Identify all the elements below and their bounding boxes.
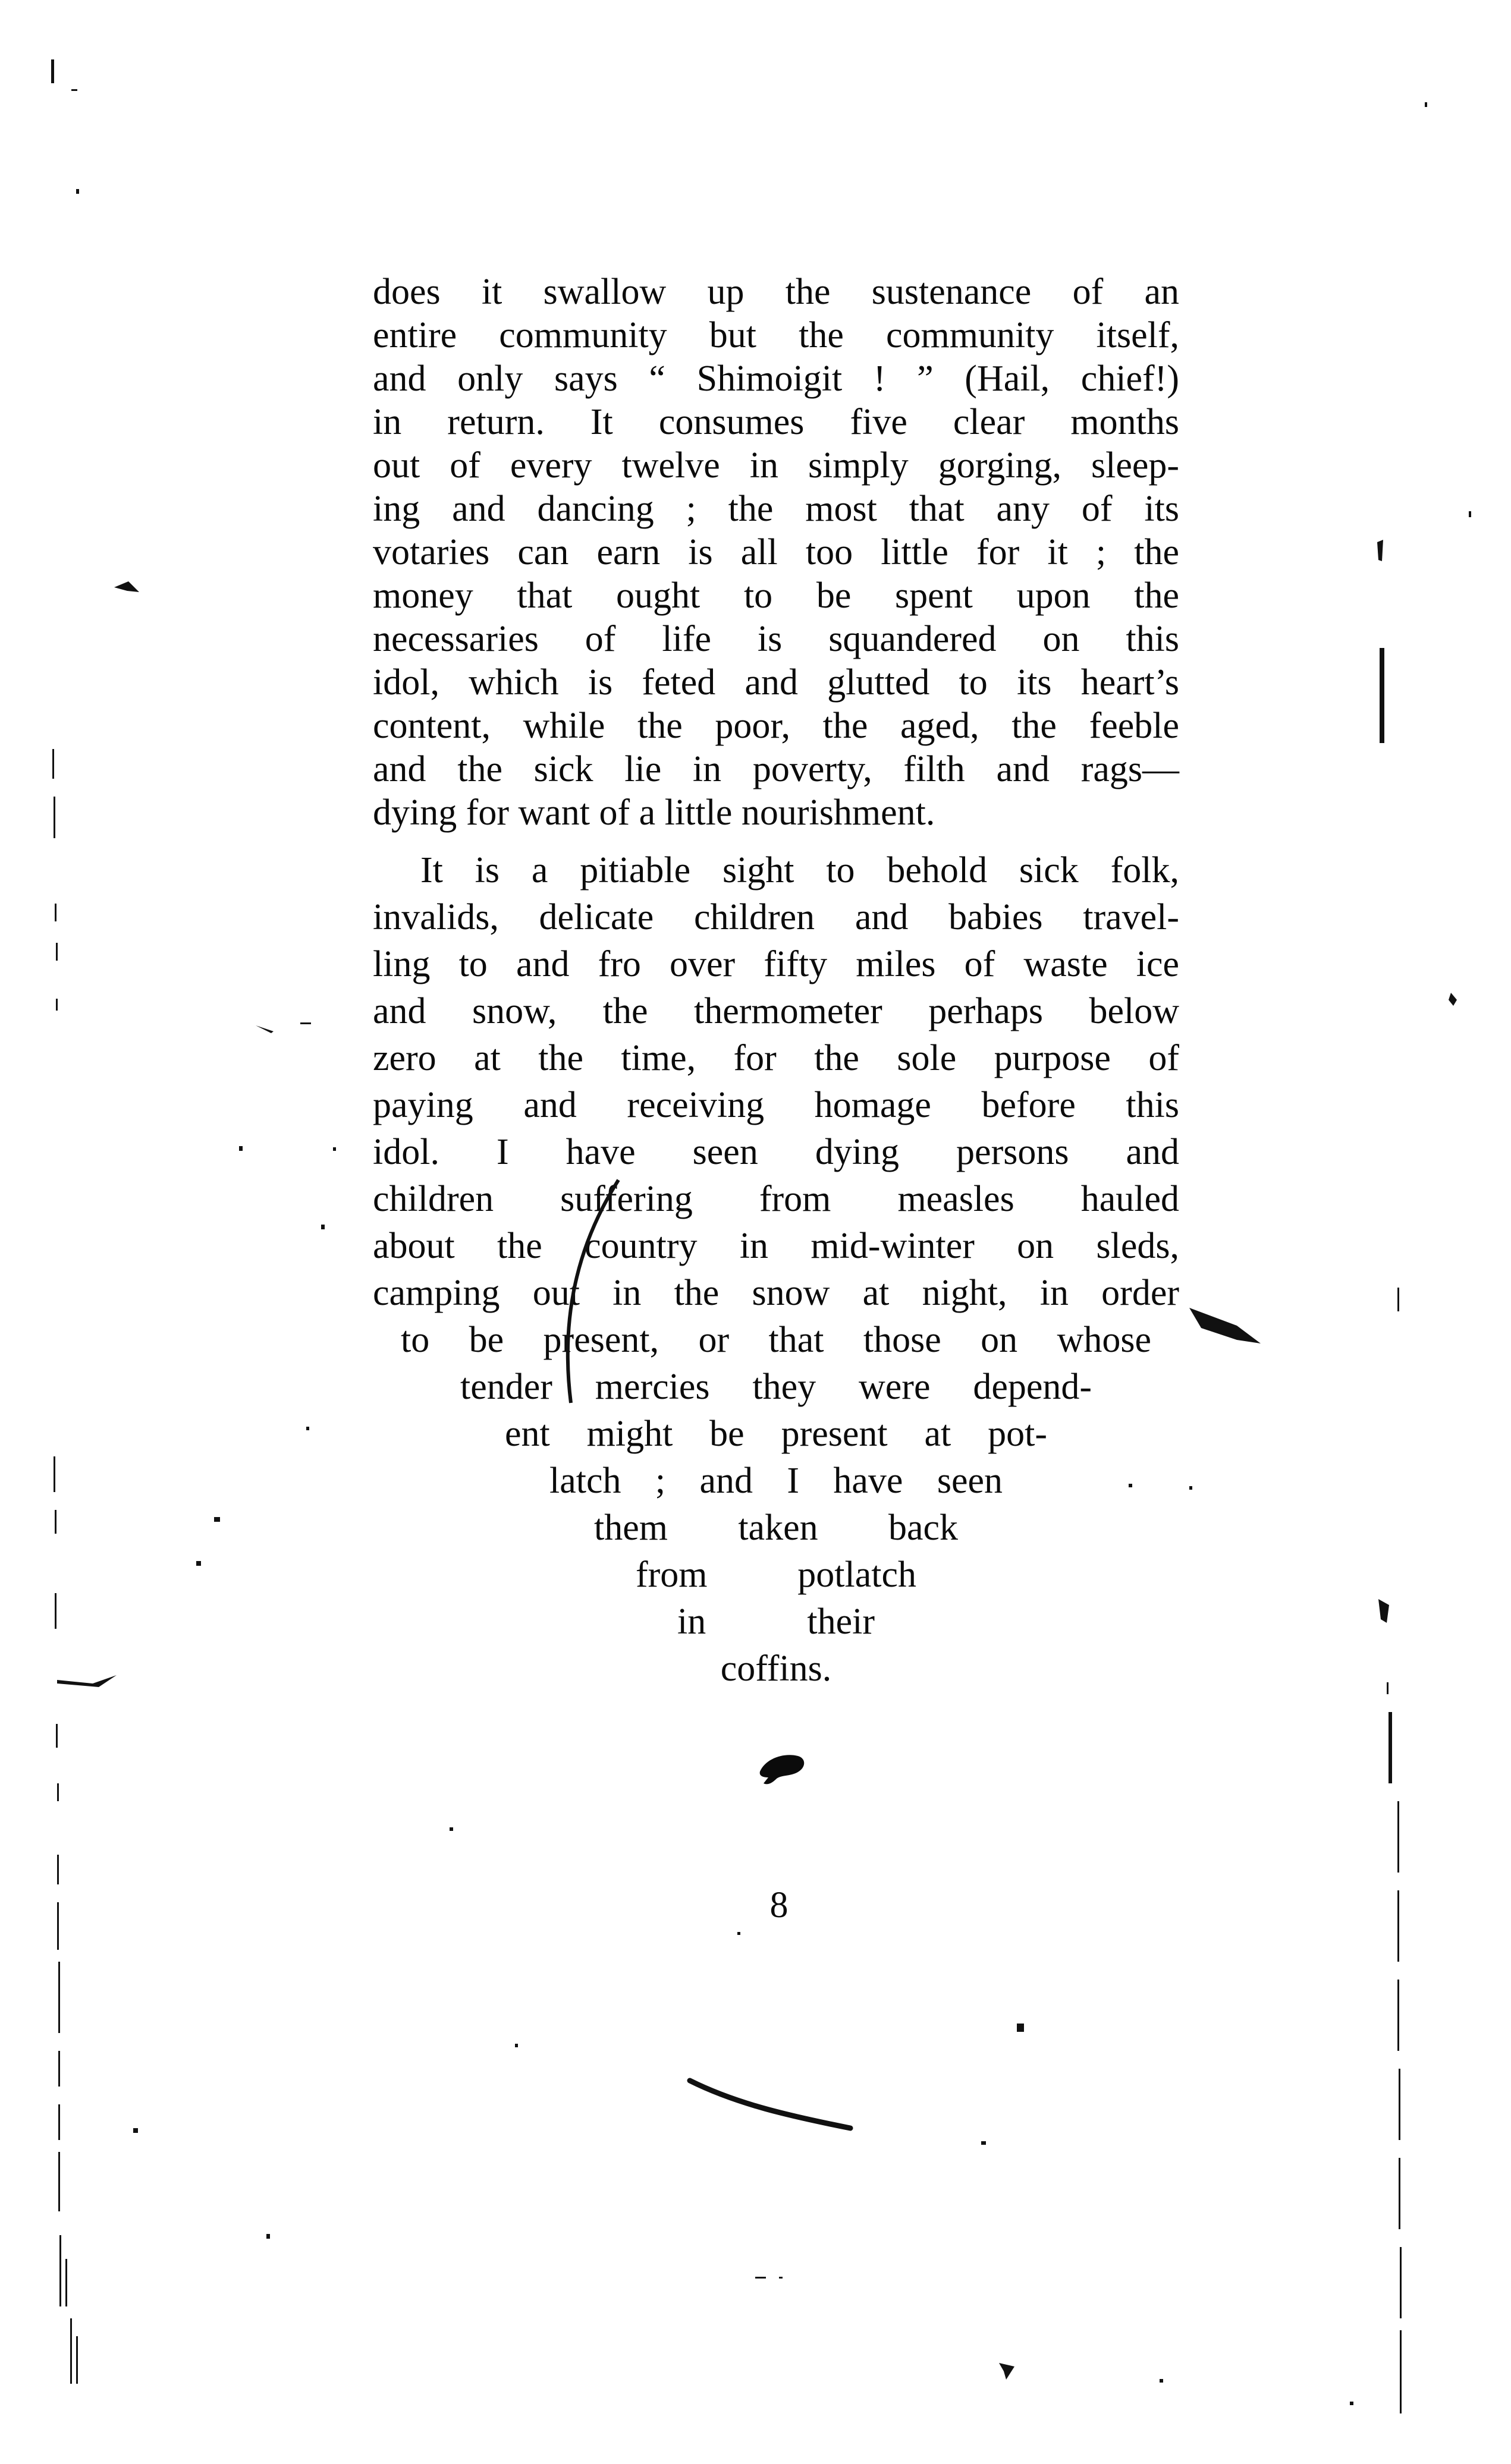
text-line-tapered: to be present, or that those on whose — [401, 1320, 1151, 1360]
text-line: children suffering from measles hauled — [373, 1179, 1179, 1219]
text-line: necessaries of life is squandered on this — [373, 619, 1179, 659]
text-line-tapered: tender mercies they were depend- — [460, 1367, 1092, 1407]
text-line: invalids, delicate children and babies travel- — [373, 897, 1179, 937]
text-line: and the sick lie in poverty, filth and rags— — [373, 749, 1179, 789]
text-line-tapered: from potlatch — [636, 1554, 916, 1595]
text-line: and only says “ Shimoigit ! ” (Hail, chief!) — [373, 358, 1179, 399]
text-line: money that ought to be spent upon the — [373, 575, 1179, 616]
paragraph-continued — [373, 270, 1179, 835]
text-line: ing and dancing ; the most that any of its — [373, 489, 1179, 529]
text-line: ling to and fro over fifty miles of waste ice — [373, 944, 1179, 984]
text-line: content, while the poor, the aged, the feeble — [373, 706, 1179, 746]
text-line: entire community but the community itself, — [373, 315, 1179, 355]
text-line-tapered: in their — [677, 1601, 875, 1642]
text-line: dying for want of a little nourishment. — [373, 792, 935, 833]
text-line: zero at the time, for the sole purpose of — [373, 1038, 1179, 1078]
leaf-ornament-icon — [755, 1748, 809, 1789]
text-line: out of every twelve in simply gorging, sleep- — [373, 445, 1179, 486]
text-line: votaries can earn is all too little for it ; the — [373, 532, 1179, 572]
text-line: idol. I have seen dying persons and — [373, 1132, 1179, 1172]
text-line: idol, which is feted and glutted to its heart’s — [373, 662, 1179, 703]
text-line: camping out in the snow at night, in order — [373, 1273, 1179, 1313]
text-line: paying and receiving homage before this — [373, 1085, 1179, 1125]
text-line: and snow, the thermometer perhaps below — [373, 991, 1179, 1031]
text-line-tapered: latch ; and I have seen — [549, 1461, 1003, 1501]
text-line: does it swallow up the sustenance of an — [373, 272, 1179, 312]
text-line-tapered: ent might be present at pot- — [505, 1414, 1047, 1454]
page-number: 8 — [769, 1885, 789, 1925]
paragraph-potlatch — [373, 847, 1179, 1692]
text-line: in return. It consumes five clear months — [373, 402, 1179, 442]
text-line-tapered: them taken back — [594, 1508, 958, 1548]
text-line: about the country in mid-winter on sleds, — [373, 1226, 1179, 1266]
text-line-tapered: coffins. — [720, 1648, 832, 1689]
text-line: It is a pitiable sight to behold sick folk, — [420, 850, 1179, 890]
